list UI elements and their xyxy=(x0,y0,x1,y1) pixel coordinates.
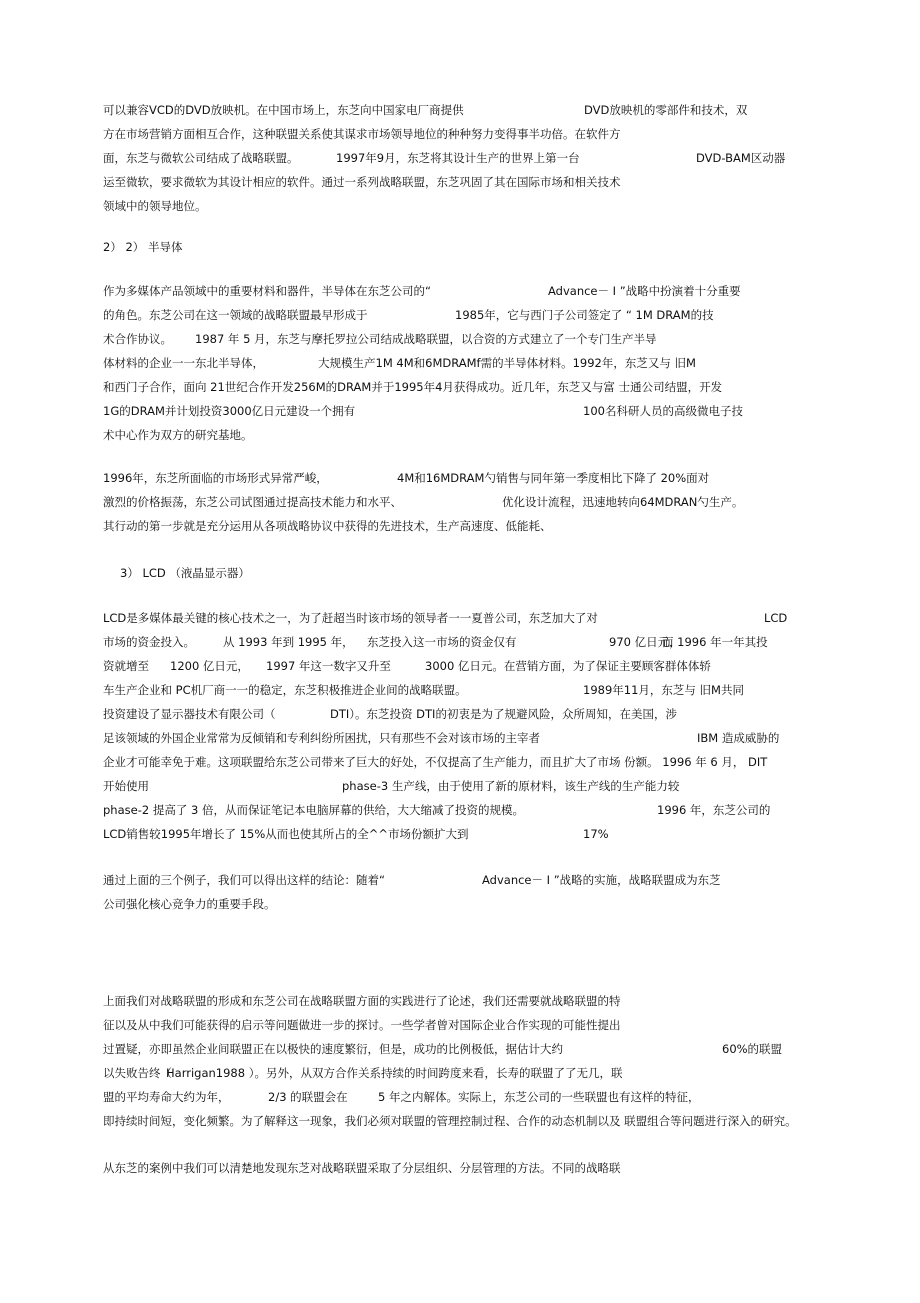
text-line-31-seg-1: 60%的联盟 xyxy=(722,1042,783,1056)
text-line-9-seg-0: 体材料的企业一一东北半导体， xyxy=(103,356,264,370)
text-line-26-seg-0: LCD销售较1995年增长了 15%从而也使其所占的全^^市场份额扩大到 xyxy=(103,827,469,841)
text-line-17-seg-1: LCD xyxy=(764,611,788,625)
text-line-2-seg-0: 面，东芝与微软公司结成了战略联盟。 xyxy=(103,151,299,165)
text-line-7-seg-1: 1985年，它与西门子公司签定了 “ 1M DRAM的技 xyxy=(455,308,714,322)
text-line-12-seg-0: 术中心作为双方的研究基地。 xyxy=(103,428,253,442)
text-line-27-seg-0: 通过上面的三个例子，我们可以得出这样的结论：随着“ xyxy=(103,873,385,887)
text-line-33-seg-2: 5 年之内解体。实际上，东芝公司的一些联盟也有这样的特征， xyxy=(378,1090,700,1104)
text-line-0-seg-0: 可以兼容VCD的DVD放映机。在中国市场上，东芝向中国家电厂商提供 xyxy=(103,103,464,117)
text-line-19-seg-3: 3000 亿日元。在营销方面，为了保证主要顾客群体体轿 xyxy=(425,659,711,673)
text-line-18-seg-2: 东芝投入这一市场的资金仅有 xyxy=(367,635,517,649)
text-line-19-seg-1: 1200 亿日元， xyxy=(170,659,249,673)
text-line-19-seg-2: 1997 年这一数字又升至 xyxy=(266,659,391,673)
text-line-26-seg-1: 17% xyxy=(583,827,609,841)
text-line-34-seg-0: 即持续时间短，变化频繁。为了解释这一现象，我们必须对联盟的管理控制过程、合作的动态机制以及 联盟组合等问题进行深入的研究。 xyxy=(103,1114,797,1128)
text-line-18-seg-0: 市场的资金投入。 xyxy=(103,635,195,649)
text-line-10-seg-0: 和西门子合作，面向 21世纪合作开发256M的DRAM并于1995年4月获得成功。近几年，东芝又与富 士通公司结盟，开发 xyxy=(103,380,723,394)
text-line-18-seg-4: 而 1996 年一年其投 xyxy=(662,635,768,649)
text-line-31-seg-0: 过置疑，亦即虽然企业间联盟正在以极快的速度繁衍，但是，成功的比例极低，据估计大约 xyxy=(103,1042,563,1056)
text-line-20-seg-1: 1989年11月，东芝与 旧M共同 xyxy=(583,683,744,697)
text-line-9-seg-1: 大规模生产1M 4M和6MDRAMf需的半导体材料。1992年，东芝又与 旧M xyxy=(318,356,696,370)
text-line-2-seg-1: 1997年9月，东芝将其设计生产的世界上第一台 xyxy=(336,151,580,165)
text-line-22-seg-1: IBM 造成威胁的 xyxy=(697,731,780,745)
text-line-22-seg-0: 足该领域的外国企业常常为反倾销和专利纠纷所困扰，只有那些不会对该市场的主宰者 xyxy=(103,731,540,745)
text-line-21-seg-0: 投资建设了显示器技术有限公司（ xyxy=(103,707,276,721)
text-line-33-seg-1: 2/3 的联盟会在 xyxy=(268,1090,348,1104)
text-line-24-seg-0: 开始使用 xyxy=(103,779,149,793)
text-line-18-seg-3: 970 亿日元， xyxy=(609,635,681,649)
text-line-17-seg-0: LCD是多媒体最关键的核心技术之一，为了赶超当时该市场的领导者一一夏普公司，东芝加大了对 xyxy=(103,611,598,625)
text-line-14-seg-1: 优化设计流程，迅速地转向64MDRAN勺生产。 xyxy=(502,495,744,509)
text-line-11-seg-0: 1G的DRAM并计划投资3000亿日元建设一个拥有 xyxy=(103,404,356,418)
text-line-30-seg-0: 征以及从中我们可能获得的启示等问题做进一步的探讨。一些学者曾对国际企业合作实现的可能性提出 xyxy=(103,1018,621,1032)
text-line-3-seg-0: 运至微软，要求微软为其设计相应的软件。通过一系列战略联盟，东芝巩固了其在国际市场和相关技术 xyxy=(103,175,621,189)
text-line-13-seg-0: 1996年，东芝所面临的市场形式异常严峻， xyxy=(103,471,328,485)
text-line-33-seg-0: 盟的平均寿命大约为年， xyxy=(103,1090,230,1104)
text-line-15-seg-0: 其行动的第一步就是充分运用从各项战略协议中获得的先进技术，生产高速度、低能耗、 xyxy=(103,519,552,533)
text-line-25-seg-0: phase-2 提高了 3 倍，从而保证笔记本电脑屏幕的供给，大大缩减了投资的规模。 xyxy=(103,803,524,817)
text-line-11-seg-1: 100名科研人员的高级微电子技 xyxy=(583,404,743,418)
text-line-27-seg-1: Advance－ I ”战略的实施，战略联盟成为东芝 xyxy=(482,873,721,887)
text-line-28-seg-0: 公司强化核心竞争力的重要手段。 xyxy=(103,897,276,911)
text-line-35-seg-0: 从东芝的案例中我们可以清楚地发现东芝对战略联盟采取了分层组织、分层管理的方法。不同的战略联 xyxy=(103,1161,621,1175)
text-line-14-seg-0: 激烈的价格振荡，东芝公司试图通过提高技术能力和水平、 xyxy=(103,495,402,509)
text-line-1-seg-0: 方在市场营销方面相互合作，这种联盟关系使其谋求市场领导地位的种种努力变得事半功倍。在软件方 xyxy=(103,127,621,141)
text-line-29-seg-0: 上面我们对战略联盟的形成和东芝公司在战略联盟方面的实践进行了论述，我们还需要就战略联盟的特 xyxy=(103,994,621,1008)
text-line-4-seg-0: 领域中的领导地位。 xyxy=(103,199,207,213)
text-line-2-seg-2: DVD-BAM区动器 xyxy=(696,151,786,165)
text-line-24-seg-1: phase-3 生产线，由于使用了新的原材料，该生产线的生产能力较 xyxy=(342,779,680,793)
text-line-6-seg-1: Advance－ I ”战略中扮演着十分重要 xyxy=(548,284,741,298)
text-line-19-seg-0: 资就增至 xyxy=(103,659,149,673)
text-line-25-seg-1: 1996 年，东芝公司的 xyxy=(657,803,771,817)
text-line-0-seg-1: DVD放映机的零部件和技术，双 xyxy=(584,103,748,117)
text-line-5-seg-0: 2） 2） 半导体 xyxy=(103,240,183,254)
text-line-13-seg-1: 4M和16MDRAM勺销售与同年第一季度相比下降了 20%面对 xyxy=(397,471,710,485)
text-line-6-seg-0: 作为多媒体产品领域中的重要材料和器件，半导体在东芝公司的“ xyxy=(103,284,431,298)
text-line-23-seg-0: 企业才可能幸免于难。这项联盟给东芝公司带来了巨大的好处，不仅提高了生产能力，而且扩大了市场 份额。 1996 年 6 月， DIT xyxy=(103,755,768,769)
text-line-8-seg-0: 术合作协议。 xyxy=(103,332,172,346)
text-line-32-seg-1: Harrigan1988 ）。另外，从双方合作关系持续的时间跨度来看，长寿的联盟了了无几，联 xyxy=(166,1066,623,1080)
text-line-21-seg-1: DTI）。东芝投资 DTI的初衷是为了规避风险，众所周知，在美国，涉 xyxy=(330,707,677,721)
text-line-8-seg-1: 1987 年 5 月，东芝与摩托罗拉公司结成战略联盟，以合资的方式建立了一个专门生产半导 xyxy=(195,332,657,346)
text-line-20-seg-0: 车生产企业和 PC机厂商一一的稳定，东芝积极推进企业间的战略联盟。 xyxy=(103,683,467,697)
text-line-18-seg-1: 从 1993 年到 1995 年， xyxy=(223,635,354,649)
text-line-16-seg-0: 3） LCD （液晶显示器） xyxy=(120,566,250,580)
text-line-7-seg-0: 的角色。东芝公司在这一领域的战略联盟最早形成于 xyxy=(103,308,368,322)
text-line-32-seg-0: 以失败告终（ xyxy=(103,1066,172,1080)
